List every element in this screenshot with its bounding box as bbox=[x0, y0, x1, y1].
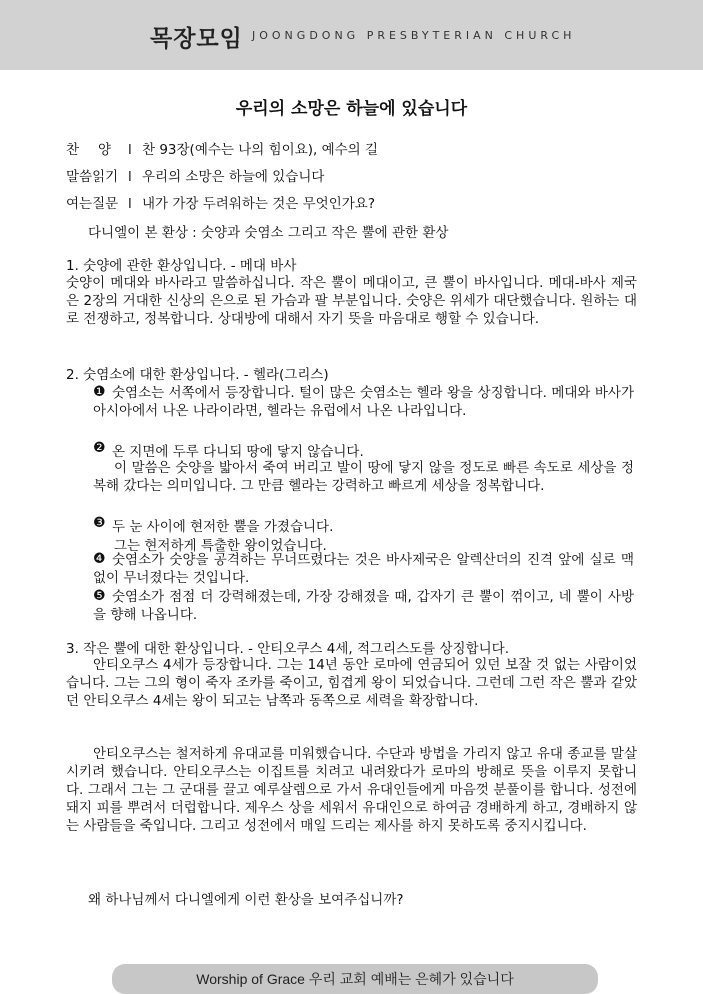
section2-item-3-body: 그는 현저하게 특출한 왕이었습니다. bbox=[114, 538, 327, 554]
section2-heading: 2. 숫염소에 대한 환상입니다. - 헬라(그리스) bbox=[66, 367, 329, 383]
section2-item-4: 숫염소가 숫양을 공격하는 무너뜨렸다는 것은 바사제국은 알렉산더의 진격 앞에 실로 맥없이 무너졌다는 것입니다. bbox=[93, 552, 634, 586]
section1-body: 숫양이 메대와 바사라고 말씀하십니다. 작은 뿔이 메대이고, 큰 뿔이 바사입니다. 메대-바사 제국은 2장의 거대한 신상의 은으로 된 가슴과 팔 부분입니다. 숫양은 위세가 대단했습니다. 원하는 대로 전쟁하고, 정복합니다. 상대방에 대해서 자기 뜻을 마음대로 행할 수 있습니다. bbox=[66, 275, 637, 327]
section2-item-2-body: 이 말씀은 숫양을 밟아서 죽여 버리고 발이 땅에 닿지 않을 정도로 빠른 속도로 세상을 정복해 갔다는 의미입니다. 그 만큼 헬라는 강력하고 빠르게 세상을 정복합니다. bbox=[93, 460, 634, 494]
header-title: 목장모임 bbox=[150, 26, 243, 52]
meta-hymn-label-b: 양 bbox=[98, 142, 112, 158]
meta-hymn bbox=[66, 138, 378, 158]
meta-separator: l bbox=[128, 169, 132, 185]
header-subtitle: JOONGDONG PRESBYTERIAN CHURCH bbox=[252, 29, 576, 42]
section3-para-1: 안티오쿠스 4세가 등장합니다. 그는 14년 동안 로마에 연금되어 있던 보잘 것 없는 사람이었습니다. 그는 그의 형이 죽자 조카를 죽이고, 힘겹게 왕이 되었습니다. 그런데 그런 작은 뿔과 같았던 안티오쿠스 4세는 왕이 되고는 남쪽과 동쪽으로 세력을 확장합니다. bbox=[66, 657, 637, 709]
meta-reading-value: 우리의 소망은 하늘에 있습니다 bbox=[142, 169, 325, 185]
footer-text: Worship of Grace 우리 교회 예배는 은혜가 있습니다 bbox=[196, 971, 514, 987]
item-marker-3: ❸ bbox=[93, 515, 106, 531]
meta-separator: l bbox=[128, 196, 132, 212]
meta-question-label: 여는질문 bbox=[66, 196, 119, 212]
section1-heading: 1. 숫양에 관한 환상입니다. - 메대 바사 bbox=[66, 258, 297, 274]
meta-hymn-label-a: 찬 bbox=[66, 142, 80, 158]
item-marker-2: ❷ bbox=[93, 440, 106, 456]
meta-question-value: 내가 가장 두려워하는 것은 무엇인가요? bbox=[142, 196, 375, 212]
header-band bbox=[0, 0, 703, 70]
closing-question: 왜 하나님께서 다니엘에게 이런 환상을 보여주십니까? bbox=[88, 892, 404, 908]
section2-item-5: 숫염소가 점점 더 강력해졌는데, 가장 강해졌을 때, 갑자기 큰 뿔이 꺾이고, 네 뿔이 사방을 향해 나옵니다. bbox=[93, 589, 634, 623]
page-title: 우리의 소망은 하늘에 있습니다 bbox=[235, 99, 468, 119]
section2-item-1: 숫염소는 서쪽에서 등장합니다. 털이 많은 숫염소는 헬라 왕을 상징합니다. 메대와 바사가 아시아에서 나온 나라이라면, 헬라는 유럽에서 나온 나라입니다. bbox=[93, 385, 634, 419]
section3-heading: 3. 작은 뿔에 대한 환상입니다. - 안티오쿠스 4세, 적그리스도를 상징합니다. bbox=[66, 641, 509, 657]
meta-reading bbox=[66, 165, 324, 185]
item-marker-4: ❹ bbox=[93, 551, 106, 567]
meta-question bbox=[66, 192, 375, 212]
section2-item-2-head: 온 지면에 두루 다니되 땅에 닿지 않습니다. bbox=[112, 444, 364, 460]
meta-reading-label: 말씀읽기 bbox=[66, 169, 119, 185]
meta-hymn-value: 찬 93장(예수는 나의 힘이요), 예수의 길 bbox=[142, 142, 379, 158]
item-marker-5: ❺ bbox=[93, 588, 106, 604]
meta-separator: l bbox=[128, 142, 132, 158]
item-marker-1: ❶ bbox=[93, 384, 106, 400]
intro-line: 다니엘이 본 환상 : 숫양과 숫염소 그리고 작은 뿔에 관한 환상 bbox=[88, 225, 449, 241]
section3-para-2: 안티오쿠스는 철저하게 유대교를 미워했습니다. 수단과 방법을 가리지 않고 유대 종교를 말살시키려 했습니다. 안티오쿠스는 이집트를 치려고 내려왔다가 로마의 방해로 뜻을 이루지 못합니다. 그래서 그는 그 군대를 끌고 예루살렘으로 가서 유대인들에게 마음껏 분풀이를 합니다. 성전에 돼지 피를 뿌려서 더럽합니다. 제우스 상을 세워서 유대인으로 하여금 경배하게 하고, 경배하지 않는 사람들을 죽입니다. 그리고 성전에서 매일 드리는 제사를 하지 못하도록 중지시킵니다. bbox=[66, 746, 637, 834]
section2-item-3-head: 두 눈 사이에 현저한 뿔을 가졌습니다. bbox=[112, 519, 334, 535]
